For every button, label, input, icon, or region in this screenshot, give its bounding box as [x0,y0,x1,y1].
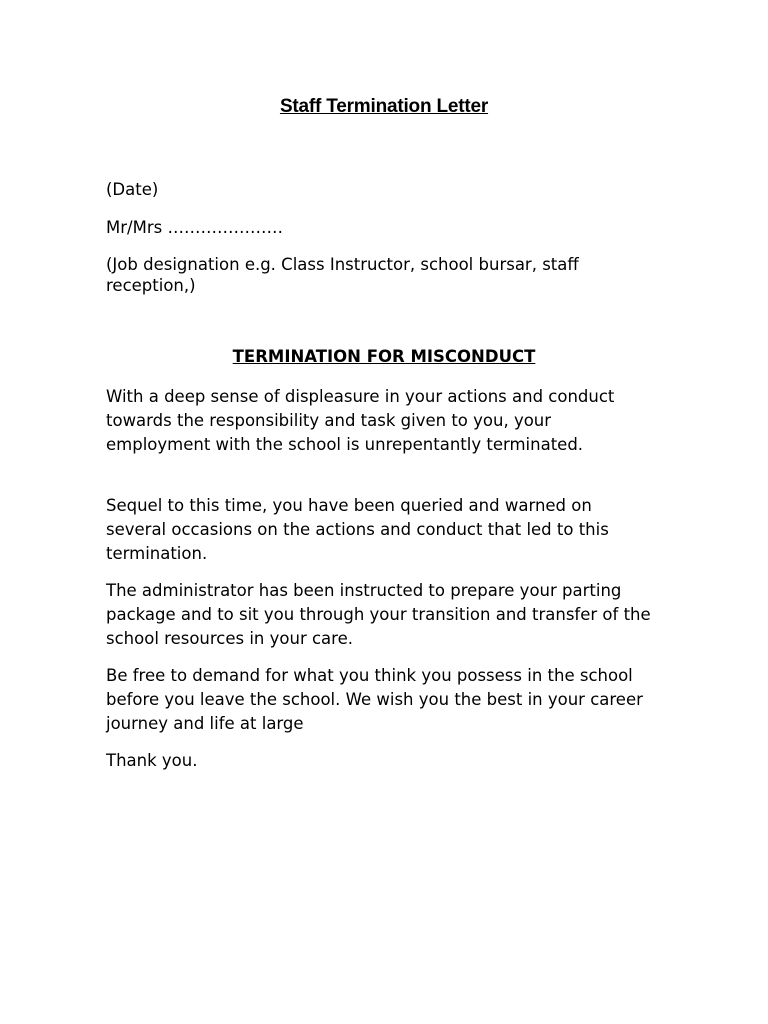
body-paragraph: Sequel to this time, you have been queried and warned on several occasions on the actions and conduct that led to this termination. [106,496,609,563]
job-designation: (Job designation e.g. Class Instructor, school bursar, staff reception,) [106,255,579,295]
date-placeholder: (Date) [106,180,159,199]
body-paragraph: With a deep sense of displeasure in your actions and conduct towards the responsibility and task given to you, your employment with the school is unrepentantly terminated. [106,387,615,454]
body-paragraph: The administrator has been instructed to prepare your parting package and to sit you through your transition and transfer of the school resources in your care. [106,581,651,648]
recipient-line: Mr/Mrs ………………… [106,218,283,237]
closing-line: Thank you. [106,751,198,770]
body-paragraph: Be free to demand for what you think you possess in the school before you leave the school. We wish you the best in your career journey and life at large [106,666,643,733]
letter-subject: TERMINATION FOR MISCONDUCT [232,347,536,366]
document-title: Staff Termination Letter [279,96,489,117]
